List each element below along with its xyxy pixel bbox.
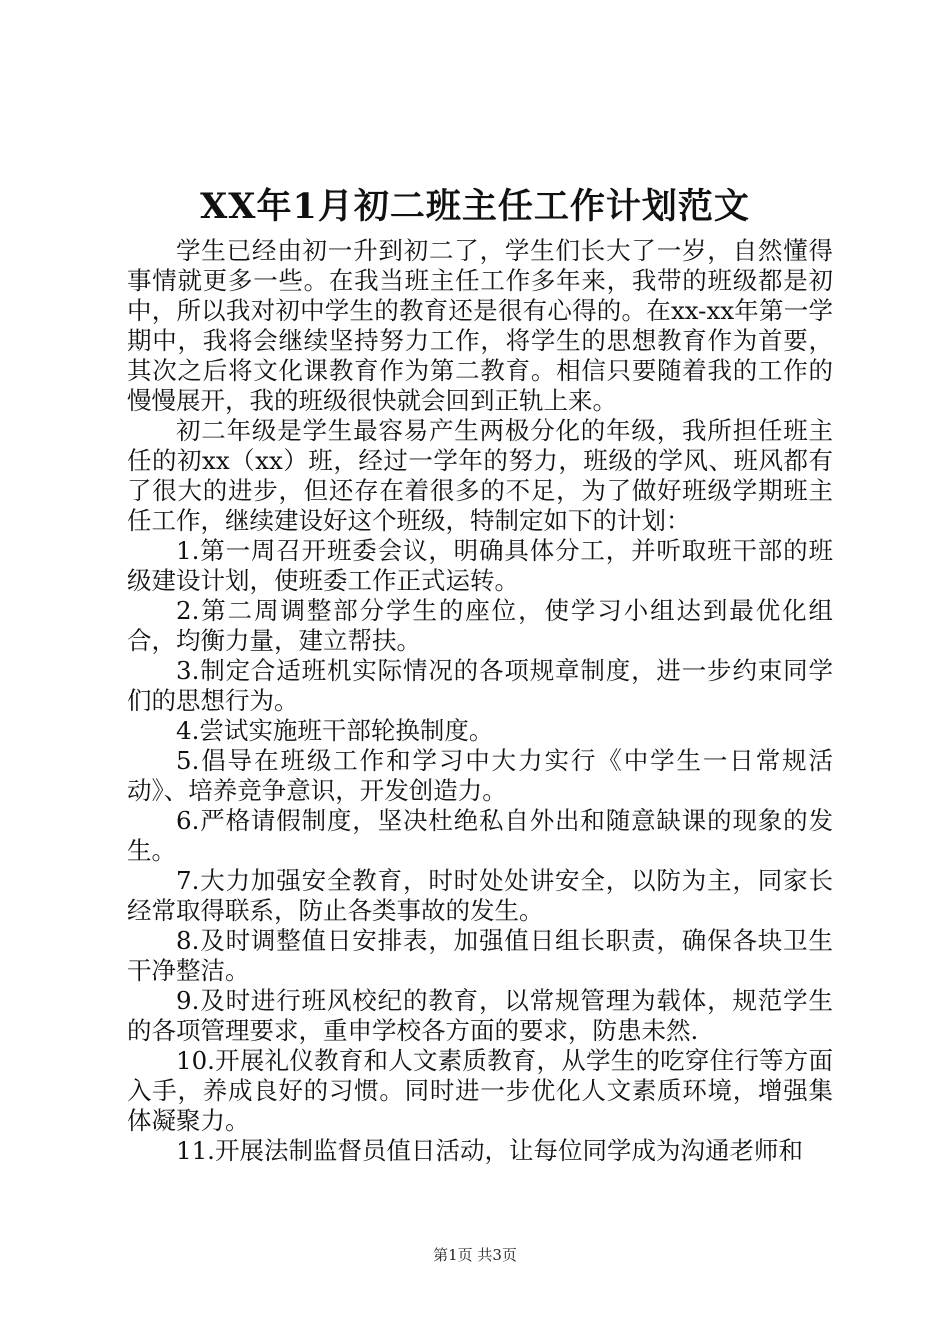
plan-item-4: 4.尝试实施班干部轮换制度。	[176, 716, 494, 745]
plan-item-5: 5.倡导在班级工作和学习中大力实行《中学生一日常规活动》、培养竞争意识，开发创造力。	[127, 746, 833, 805]
document-body	[127, 236, 833, 1166]
plan-item-3: 3.制定合适班机实际情况的各项规章制度，进一步约束同学们的思想行为。	[127, 656, 833, 715]
plan-item-1: 1.第一周召开班委会议，明确具体分工，并听取班干部的班级建设计划，使班委工作正式运转。	[127, 536, 833, 595]
plan-item-2: 2.第二周调整部分学生的座位，使学习小组达到最优化组合，均衡力量，建立帮扶。	[127, 596, 833, 655]
plan-item-10: 10.开展礼仪教育和人文素质教育，从学生的吃穿住行等方面入手，养成良好的习惯。同时进一步优化人文素质环境，增强集体凝聚力。	[127, 1046, 833, 1135]
paragraph-intro: 学生已经由初一升到初二了，学生们长大了一岁，自然懂得事情就更多一些。在我当班主任工作多年来，我带的班级都是初中，所以我对初中学生的教育还是很有心得的。在xx-xx年第一学期中，我将会继续坚持努力工作，将学生的思想教育作为首要，其次之后将文化课教育作为第二教育。相信只要随着我的工作的慢慢展开，我的班级很快就会回到正轨上来。	[127, 236, 833, 415]
plan-item-11: 11.开展法制监督员值日活动，让每位同学成为沟通老师和	[176, 1136, 803, 1165]
page-number-footer: 第1页 共3页	[433, 1246, 517, 1264]
document-title: XX年1月初二班主任工作计划范文	[200, 186, 750, 227]
plan-item-8: 8.及时调整值日安排表，加强值日组长职责，确保各块卫生干净整洁。	[127, 926, 833, 985]
plan-item-7: 7.大力加强安全教育，时时处处讲安全，以防为主，同家长经常取得联系，防止各类事故的发生。	[127, 866, 833, 925]
plan-item-9: 9.及时进行班风校纪的教育，以常规管理为载体，规范学生的各项管理要求，重申学校各方面的要求，防患未然.	[127, 986, 833, 1045]
plan-item-6: 6.严格请假制度，坚决杜绝私自外出和随意缺课的现象的发生。	[127, 806, 833, 865]
paragraph-background: 初二年级是学生最容易产生两极分化的年级，我所担任班主任的初xx（xx）班，经过一学年的努力，班级的学风、班风都有了很大的进步，但还存在着很多的不足，为了做好班级学期班主任工作，继续建设好这个班级，特制定如下的计划：	[127, 416, 833, 535]
